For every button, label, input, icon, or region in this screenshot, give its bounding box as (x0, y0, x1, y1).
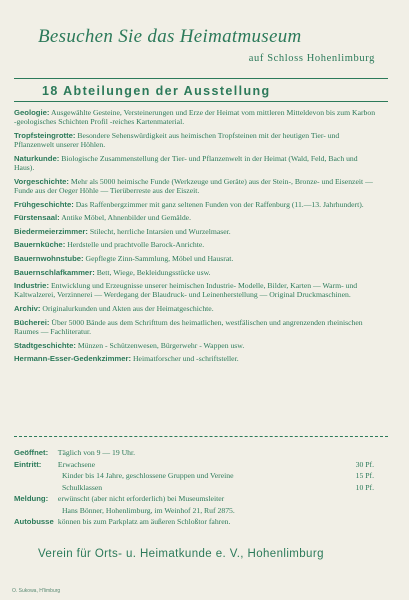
notice-contact (14, 506, 376, 516)
list-item (14, 281, 376, 300)
admission (14, 460, 376, 470)
price-who: Schulklassen (62, 482, 103, 492)
entry-label: Vorgeschichte: (14, 176, 69, 186)
entry-text: Biologische Zusammenstellung der Tier- und Pflanzenwelt in der Heimat (Wald, Feld, Bach und Haus). (14, 153, 358, 173)
entry-text: Herdstelle und prachtvolle Barock-Anrichte. (65, 240, 205, 250)
list-item (14, 177, 376, 196)
list-item (14, 304, 376, 313)
list-item (14, 240, 376, 249)
page-subtitle: auf Schloss Hohenlimburg (248, 53, 375, 64)
list-item (14, 108, 376, 127)
price-value: 30 Pf. (355, 459, 374, 469)
list-item (14, 354, 376, 363)
page-title: Besuchen Sie das Heimatmuseum (38, 26, 302, 47)
open-text: Täglich von 9 — 19 Uhr. (57, 448, 136, 457)
entry-text: Ausgewählte Gesteine, Versteinerungen und Erze der Heimat vom mittleren Mitteldevon bis zum Karbon -geologisches Schichten Profil -reiches Kartenmaterial. (14, 108, 376, 127)
price-who: Erwachsene (57, 459, 96, 469)
list-item (14, 227, 376, 236)
notice-address: Hans Bönner, Hohenlimburg, im Weinhof 21, Ruf 2875. (62, 505, 235, 515)
section-heading: 18 Abteilungen der Ausstellung (42, 84, 271, 98)
entry-text: Bett, Wiege, Bekleidungsstücke usw. (94, 267, 211, 277)
list-item (14, 154, 376, 173)
list-item (14, 200, 376, 209)
list-item (14, 213, 376, 222)
price-who: Kinder bis 14 Jahre, geschlossene Gruppen und Vereine (62, 471, 234, 480)
entry-text: Antike Möbel, Ahnenbilder und Gemälde. (59, 213, 192, 223)
divider-info (14, 436, 388, 437)
entry-text: Entwicklung und Erzeugnisse unserer heimischen Industrie- Modelle, Bilder, Karten — Warm- und Kaltwalzerei, Verzinnerei — Werdegang der Blaudruck- und Leinenherstellung — Original Druckmaschinen. (14, 281, 358, 300)
opening-hours (14, 448, 376, 458)
price-value: 15 Pf. (355, 471, 374, 480)
entry-text: Mehr als 5000 heimische Funde (Werkzeuge und Geräte) aus der Stein-, Bronze- und Eisenzeit — Funde aus der Oeger Höhle — Tierüberreste aus der Eiszeit. (14, 176, 373, 195)
visitor-info (14, 448, 376, 529)
entry-text: Heimatforscher und -schriftsteller. (131, 354, 239, 364)
entry-label: Geologie: (14, 108, 50, 117)
notice-text: erwünscht (aber nicht erforderlich) bei Museumsleiter (57, 494, 225, 503)
entry-label: Bauernküche: (14, 240, 66, 250)
printer-credit: O. Sukowa, H'limburg (12, 588, 61, 594)
divider-heading (14, 101, 388, 102)
list-item (14, 341, 376, 350)
entry-label: Industrie: (14, 281, 50, 291)
bus-text: können bis zum Parkplatz am äußeren Schloßtor fahren. (57, 517, 231, 526)
entry-label: Biedermeierzimmer: (14, 226, 88, 236)
entry-label: Archiv: (14, 304, 41, 314)
entry-label: Stadtgeschichte: (14, 340, 76, 350)
list-item (14, 268, 376, 277)
entry-text: Über 5000 Bände aus dem Schrifttum des heimatlichen, westfälischen und angrenzenden rheinischen Raumes — Fachliteratur. (14, 317, 363, 336)
price-value: 10 Pf. (355, 482, 374, 492)
price-row (14, 483, 376, 493)
entry-label: Naturkunde: (14, 153, 60, 163)
department-list (14, 108, 376, 368)
publisher-footer: Verein für Orts- u. Heimatkunde e. V., Hohenlimburg (38, 548, 324, 560)
bus-label: Autobusse (14, 517, 54, 526)
entry-text: Das Raffenbergzimmer mit ganz seltenen Funden von der Raffenburg (11.—13. Jahrhundert). (73, 199, 364, 209)
list-item (14, 254, 376, 263)
open-label: Geöffnet: (14, 448, 49, 457)
entry-label: Frühgeschichte: (14, 199, 74, 209)
notice-label: Meldung: (14, 494, 49, 503)
entry-text: Gepflegte Zinn-Sammlung, Möbel und Hausrat. (83, 253, 234, 263)
list-item (14, 318, 376, 337)
entry-label: Hermann-Esser-Gedenkzimmer: (14, 354, 132, 364)
divider-top (14, 78, 388, 79)
list-item (14, 131, 376, 150)
entry-label: Tropfsteingrotte: (14, 130, 76, 140)
entry-label: Bauernschlafkammer: (14, 267, 95, 277)
entry-label: Bauernwohnstube: (14, 253, 84, 263)
entry-text: Originalurkunden und Akten aus der Heimatgeschichte. (40, 304, 214, 314)
bus-info (14, 517, 376, 527)
entry-label: Bücherei: (14, 317, 50, 327)
entry-text: Münzen - Schützenwesen, Bürgerwehr - Wappen usw. (75, 340, 245, 350)
price-row (14, 471, 376, 481)
entry-text: Besondere Sehenswürdigkeit aus heimischen Tropfsteinen mit der heutigen Tier- und Pflanzenwelt unserer Höhlen. (14, 130, 340, 150)
entry-label: Fürstensaal: (14, 213, 60, 223)
entry-text: Stilecht, herrliche Intarsien und Wurzelmaser. (87, 226, 231, 236)
entry-fee-label: Eintritt: (14, 459, 42, 469)
notice (14, 494, 376, 504)
